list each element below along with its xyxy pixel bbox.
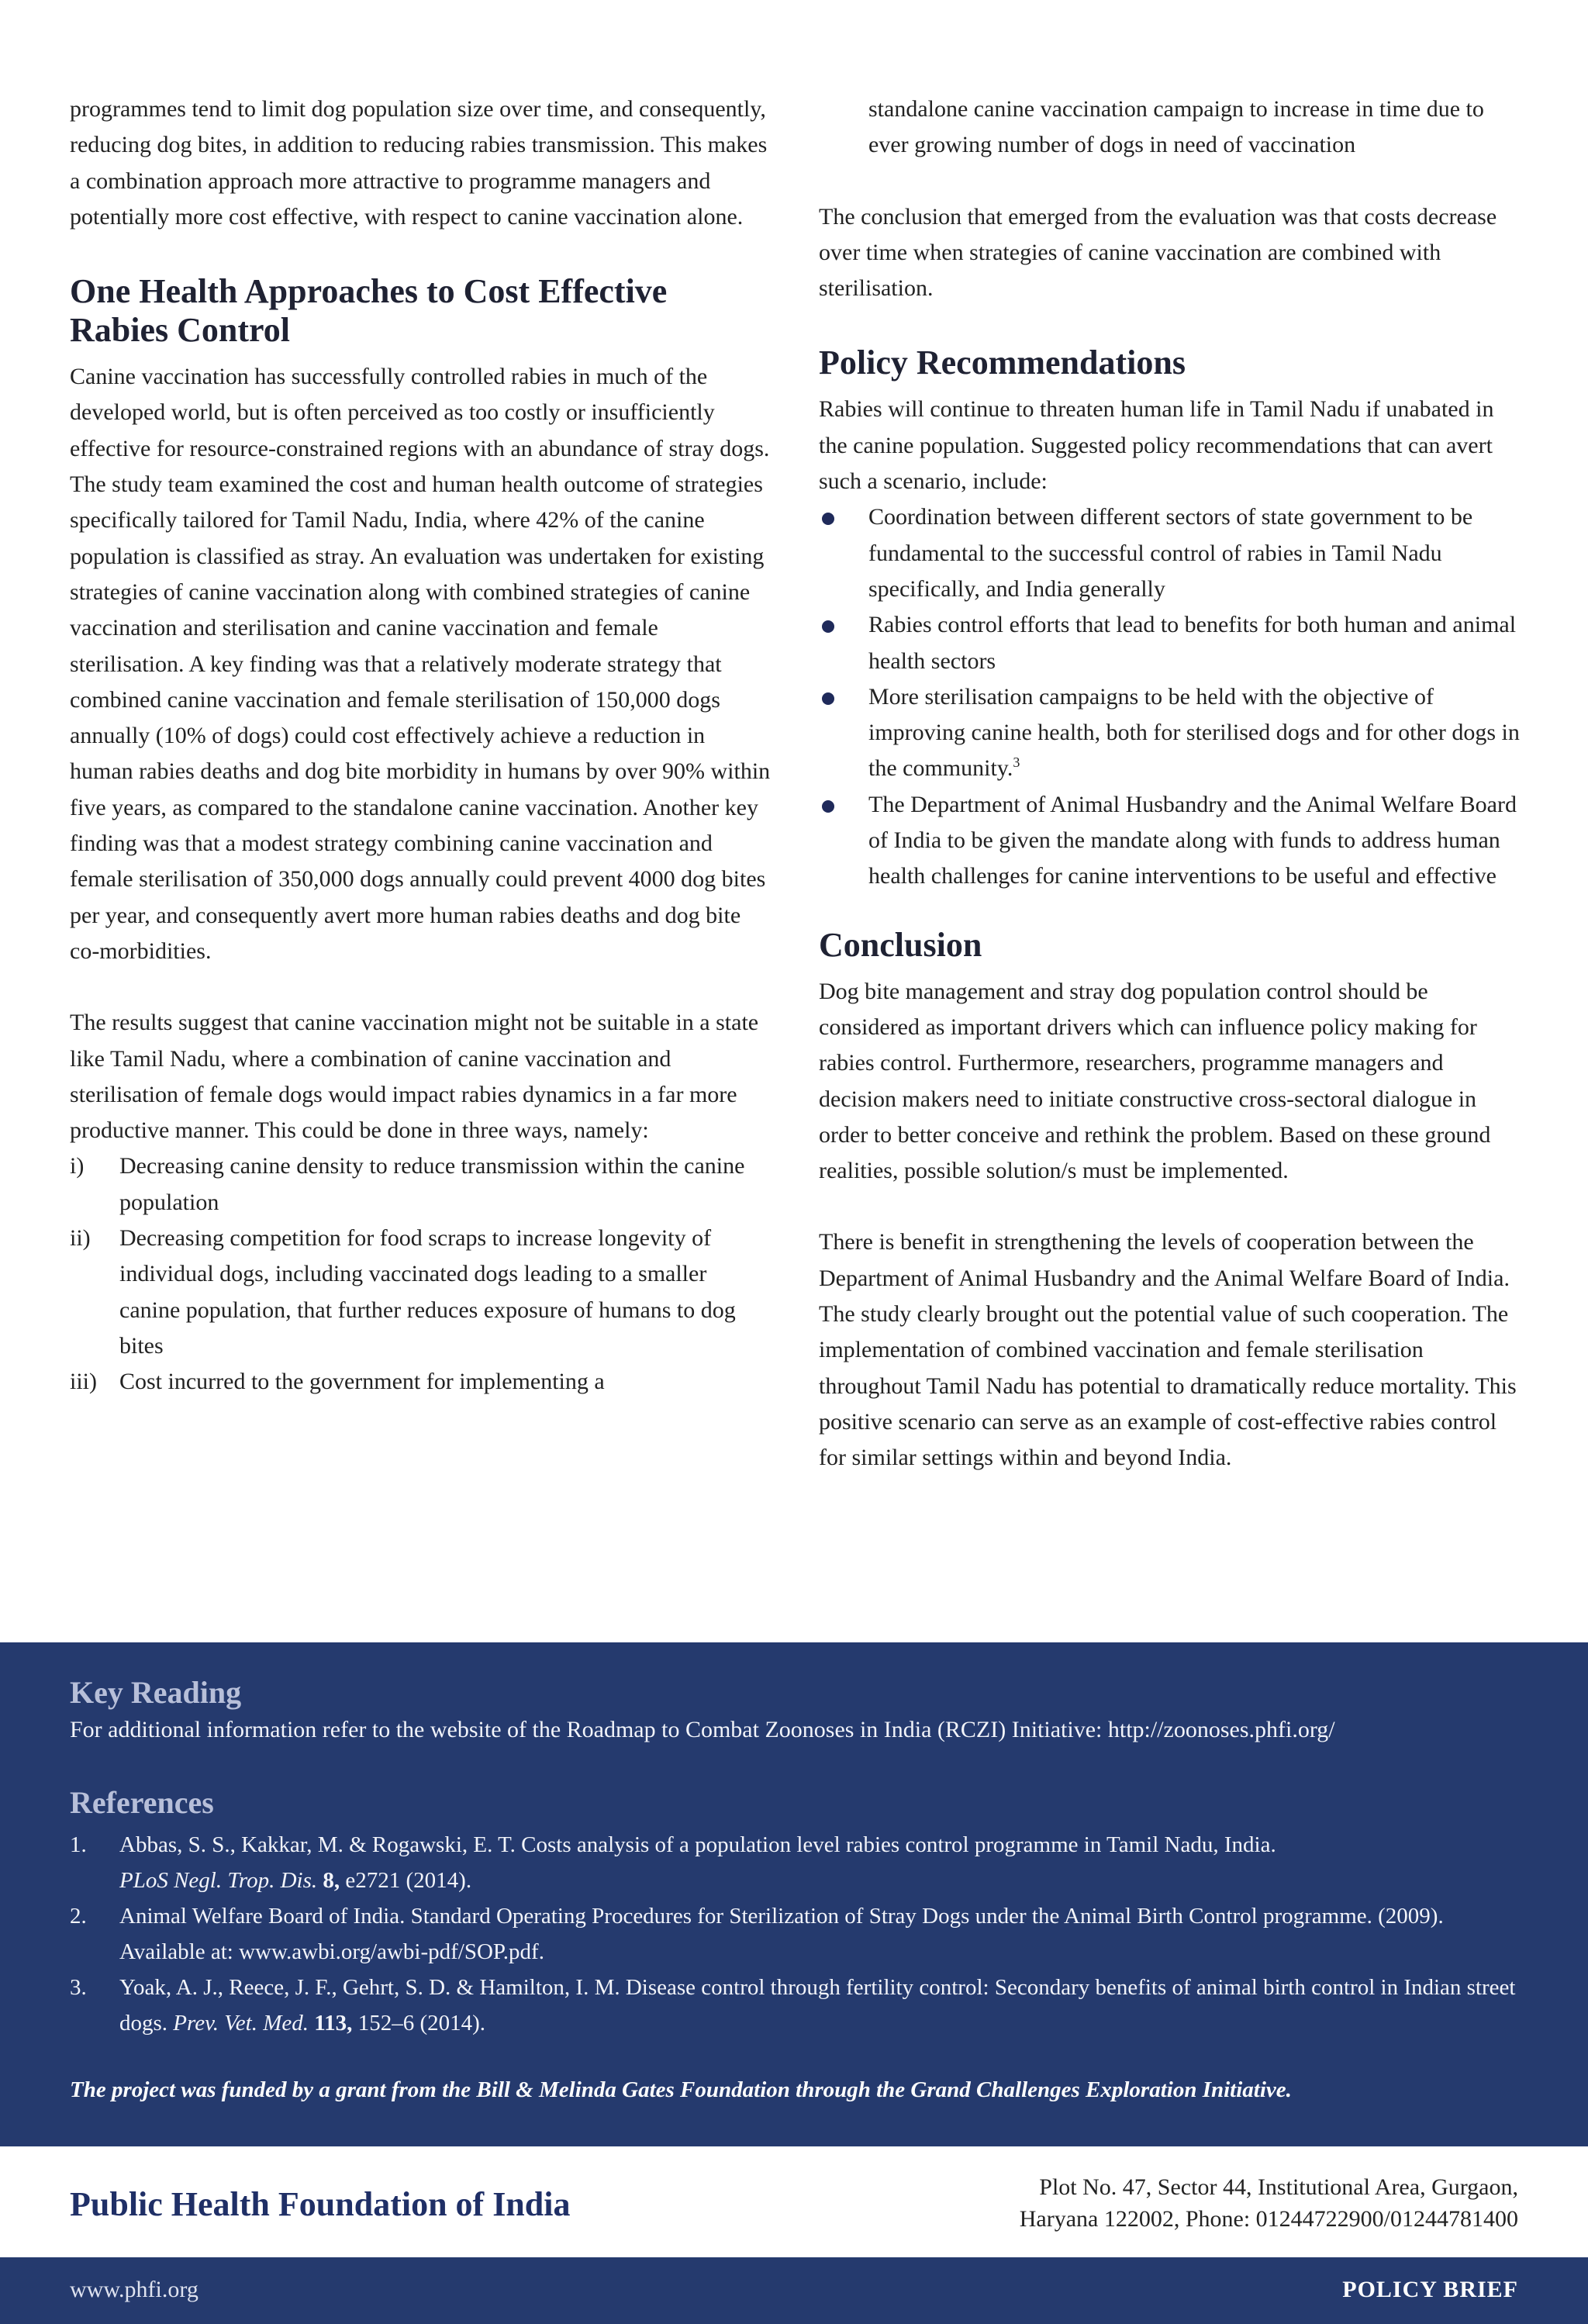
- bullet-icon: [822, 513, 834, 525]
- policy-brief-label: POLICY BRIEF: [1342, 2277, 1518, 2302]
- section-heading-policy: Policy Recommendations: [819, 344, 1186, 382]
- reference-journal: PLoS Negl. Trop. Dis.: [119, 1868, 318, 1893]
- reference-volume: 113,: [314, 2011, 353, 2036]
- reference-details: e2721 (2014).: [345, 1868, 472, 1893]
- list-item: [70, 1148, 772, 1221]
- reference-item: [70, 1898, 1528, 1970]
- reference-text: Abbas, S. S., Kakkar, M. & Rogawski, E. T. Costs analysis of a population level rabies control programme in Tamil Nadu, India.: [119, 1832, 1276, 1857]
- list-item-number: iii): [70, 1369, 97, 1395]
- reference-item: [70, 1827, 1528, 1898]
- references-list: [70, 1827, 1528, 2041]
- reference-number: 2.: [70, 1904, 87, 1929]
- list-item: [70, 1364, 772, 1400]
- key-reading-content: [70, 1673, 1528, 2108]
- three-ways-list: [70, 1148, 772, 1400]
- list-item-number: ii): [70, 1225, 91, 1252]
- key-reading-band: [0, 1642, 1588, 2146]
- list-item: [819, 787, 1524, 895]
- paragraph-evaluation-conclusion: The conclusion that emerged from the evaluation was that costs decrease over time when strategies of canine vaccination are combined with sterilisation.: [819, 203, 1497, 302]
- references-heading: References: [70, 1785, 214, 1820]
- policy-intro: Rabies will continue to threaten human life in Tamil Nadu if unabated in the canine population. Suggested policy recommendations that can avert such a scenario, include:: [819, 396, 1494, 495]
- funding-statement: The project was funded by a grant from the Bill & Melinda Gates Foundation through the Grand Challenges Exploration Initiative.: [70, 2077, 1292, 2102]
- left-column: [70, 92, 772, 1400]
- list-item: [819, 679, 1524, 787]
- key-reading-heading: Key Reading: [70, 1675, 242, 1710]
- key-reading-text: For additional information refer to the website of the Roadmap to Combat Zoonoses in India (RCZI) Initiative: http://zoonoses.phfi.org/: [70, 1717, 1335, 1742]
- address-line-1: Plot No. 47, Sector 44, Institutional Area, Gurgaon,: [1039, 2174, 1518, 2200]
- list-item: [819, 607, 1524, 679]
- reference-item: [70, 1970, 1528, 2041]
- paragraph-cost-outcome: Canine vaccination has successfully controlled rabies in much of the developed world, but is often perceived as too costly or insufficiently effective for resource-constrained regions with an abundance of stray dogs. The study team examined the cost and human health outcome of strategies specifically tailored for Tamil Nadu, India, where 42% of the canine population is classified as stray. An evaluation was undertaken for existing strategies of canine vaccination along with combined strategies of canine vaccination and sterilisation and canine vaccination and female sterilisation. A key finding was that a relatively moderate strategy that combined canine vaccination and female sterilisation of 150,000 dogs annually (10% of dogs) could cost effectively achieve a reduction in human rabies deaths and dog bite morbidity in humans by over 90% within five years, as compared to the standalone canine vaccination. Another key finding was that a modest strategy combining canine vaccination and female sterilisation of 350,000 dogs annually could prevent 4000 dog bites per year, and consequently avert more human rabies deaths and dog bite co-morbidities.: [70, 364, 771, 964]
- conclusion-paragraph-1: Dog bite management and stray dog population control should be considered as important drivers which can influence policy making for rabies control. Furthermore, researchers, programme managers and decision makers need to initiate constructive cross-sectoral dialogue in order to better conceive and rethink the problem. Based on these ground realities, possible solution/s must be implemented.: [819, 978, 1491, 1184]
- section-heading-conclusion: Conclusion: [819, 925, 982, 964]
- list-item: [819, 499, 1524, 607]
- intro-paragraph: programmes tend to limit dog population size over time, and consequently, reducing dog bites, in addition to reducing rabies transmission. This makes a combination approach more attractive to programme managers and potentially more cost effective, with respect to canine vaccination alone.: [70, 96, 768, 230]
- reference-volume: 8,: [323, 1868, 340, 1893]
- paragraph-results: The results suggest that canine vaccination might not be suitable in a state like Tamil Nadu, where a combination of canine vaccination and sterilisation of female dogs would impact rabies dynamics in a far more productive manner. This could be done in three ways, namely:: [70, 1010, 759, 1144]
- list-item-text: More sterilisation campaigns to be held with the objective of improving canine health, both for sterilised dogs and for other dogs in the community.: [868, 683, 1520, 782]
- reference-journal: Prev. Vet. Med.: [173, 2011, 309, 2036]
- reference-details: 152–6 (2014).: [357, 2011, 486, 2036]
- section-heading-one-health: One Health Approaches to Cost Effective Rabies Control: [70, 272, 668, 350]
- right-column: [819, 92, 1524, 1476]
- reference-number: 1.: [70, 1832, 87, 1857]
- reference-text: Animal Welfare Board of India. Standard Operating Procedures for Sterilization of Stray Dogs under the Animal Birth Control programme. (2009). Available at: www.awbi.org/awbi-pdf/SOP.pdf.: [119, 1904, 1444, 1964]
- bullet-icon: [822, 800, 834, 813]
- organization-name: Public Health Foundation of India: [70, 2185, 571, 2223]
- list-item-text: Coordination between different sectors of state government to be fundamental to the successful control of rabies in Tamil Nadu specifically, and India generally: [868, 504, 1473, 602]
- bottom-bar: [0, 2257, 1588, 2324]
- list-item-text: Decreasing competition for food scraps to increase longevity of individual dogs, including vaccinated dogs leading to a smaller canine population, that further reduces exposure of humans to dog bites: [119, 1225, 736, 1359]
- list-item-text: Rabies control efforts that lead to benefits for both human and animal health sectors: [868, 612, 1517, 674]
- list-continuation: standalone canine vaccination campaign to increase in time due to ever growing number of dogs in need of vaccination: [868, 96, 1484, 158]
- list-item-text: Decreasing canine density to reduce transmission within the canine population: [119, 1153, 745, 1215]
- footnote-ref: 3: [1013, 755, 1020, 771]
- organization-address: [820, 2171, 1518, 2235]
- bullet-icon: [822, 620, 834, 633]
- list-item-text: Cost incurred to the government for implementing a: [119, 1369, 605, 1395]
- address-line-2: Haryana 122002, Phone: 01244722900/01244781400: [1019, 2206, 1518, 2232]
- list-item-number: i): [70, 1153, 85, 1179]
- list-item-text: The Department of Animal Husbandry and the Animal Welfare Board of India to be given the mandate along with funds to address human health challenges for canine interventions to be useful and effective: [868, 791, 1517, 889]
- list-item: [70, 1221, 772, 1364]
- reference-text: Yoak, A. J., Reece, J. F., Gehrt, S. D. & Hamilton, I. M. Disease control through fertility control: Secondary benefits of animal birth control in Indian street dogs.: [119, 1975, 1516, 2036]
- website-link[interactable]: www.phfi.org: [70, 2277, 198, 2302]
- bullet-icon: [822, 692, 834, 705]
- reference-number: 3.: [70, 1975, 87, 2000]
- policy-recommendations-list: [819, 499, 1524, 894]
- conclusion-paragraph-2: There is benefit in strengthening the levels of cooperation between the Department of Animal Husbandry and the Animal Welfare Board of India. The study clearly brought out the potential value of such cooperation. The implementation of combined vaccination and female sterilisation throughout Tamil Nadu has potential to dramatically reduce mortality. This positive scenario can serve as an example of cost-effective rabies control for similar settings within and beyond India.: [819, 1229, 1517, 1471]
